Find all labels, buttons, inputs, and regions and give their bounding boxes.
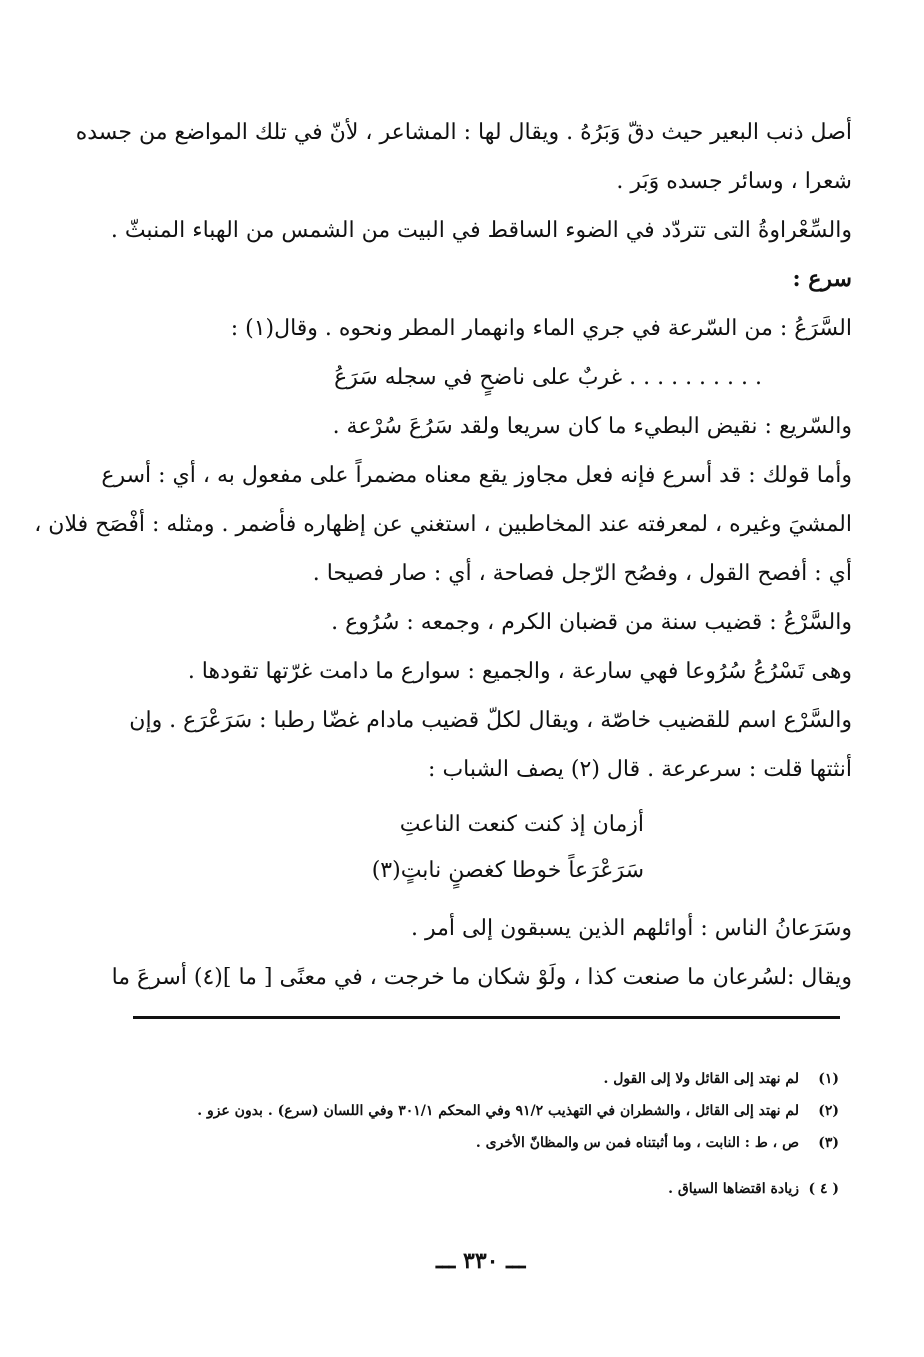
text-line: وهى تَسْرُعُ سُرُوعا فهي سارعة ، والجميع : سوارع ما دامت غرّتها تقودها . <box>187 659 852 684</box>
text-line: وسَرَعانُ الناس : أوائلهم الذين يسبقون إلى أمر . <box>410 916 852 941</box>
text-line: والسّريع : نقيض البطيء ما كان سريعا ولقد سَرُعَ سُرْعة . <box>332 414 852 439</box>
text-line: أصل ذنب البعير حيث دقّ وَبَرُهُ . ويقال لها : المشاعر ، لأنّ في تلك المواضع من جسده <box>75 120 852 145</box>
footnote-text: لم نهتد إلى القائل ولا إلى القول . <box>603 1071 799 1087</box>
text-line: أنثتها قلت : سرعرعة . قال (٢) يصف الشباب : <box>428 757 852 782</box>
entry-heading: سرع : <box>792 266 852 292</box>
text-line: والسِّعْراوةُ التى تتردّد في الضوء الساقط في البيت من الشمس من الهباء المنبثّ . <box>110 218 852 243</box>
text-line: السَّرَعُ : من السّرعة في جري الماء وانهمار المطر ونحوه . وقال(١) : <box>230 316 852 341</box>
page-number: ـــ ٣٣٠ ـــ <box>436 1248 526 1274</box>
footnote-divider <box>133 1016 840 1019</box>
text-line: المشيَ وغيره ، لمعرفته عند المخاطبين ، استغني عن إظهاره فأضمر . ومثله : أفْصَح فلان ، <box>34 512 852 537</box>
poem-line-2: سَرَعْرَعاً خوطا كغصنٍ نابتٍ(٣) <box>371 858 644 883</box>
footnote-number: ( ٤ ) <box>808 1181 839 1197</box>
text-line: والسَّرْع اسم للقضيب خاصّة ، ويقال لكلّ قضيب مادام غضّا رطبا : سَرَعْرَع . وإن <box>129 708 852 733</box>
footnote <box>133 1095 839 1127</box>
footnotes <box>133 1063 839 1205</box>
text-line: شعرا ، وسائر جسده وَبَر . <box>616 169 852 194</box>
verse-line: . . . . . . . . . . غربٌ على ناضحٍ في سجله سَرَعُ <box>334 365 762 390</box>
footnote <box>133 1173 839 1205</box>
footnote-text: ص ، ط : النابت ، وما أثبتناه فمن س والمظانّ الأخرى . <box>475 1135 799 1151</box>
footnote-text: زيادة اقتضاها السياق . <box>668 1181 799 1197</box>
footnote <box>133 1127 839 1159</box>
footnote-number: (١) <box>818 1071 839 1087</box>
footnote <box>133 1063 839 1095</box>
text-line: أي : أفصح القول ، وفصُح الرّجل فصاحة ، أي : صار فصيحا . <box>312 561 852 586</box>
text-line: وأما قولك : قد أسرع فإنه فعل مجاوز يقع معناه مضمراً على مفعول به ، أي : أسرع <box>101 463 852 488</box>
main-text <box>34 108 852 794</box>
text-line: ويقال :لسُرعان ما صنعت كذا ، ولَوْ شكان ما خرجت ، في معنًى [ ما ](٤) أسرعَ ما <box>111 965 852 990</box>
footnote-text: لم نهتد إلى القائل ، والشطران في التهذيب ٩١/٢ وفي المحكم ٣٠١/١ وفي اللسان (سرع) . بدون عزو . <box>197 1103 799 1119</box>
footnote-number: (٣) <box>818 1135 839 1151</box>
text-line: والسَّرْعُ : قضيب سنة من قضبان الكرم ، وجمعه : سُرُوع . <box>331 610 852 635</box>
footnote-number: (٢) <box>818 1103 839 1119</box>
poem-line-1: أزمان إذ كنت كنعت الناعتِ <box>399 812 644 837</box>
main-text-tail <box>111 904 852 1002</box>
